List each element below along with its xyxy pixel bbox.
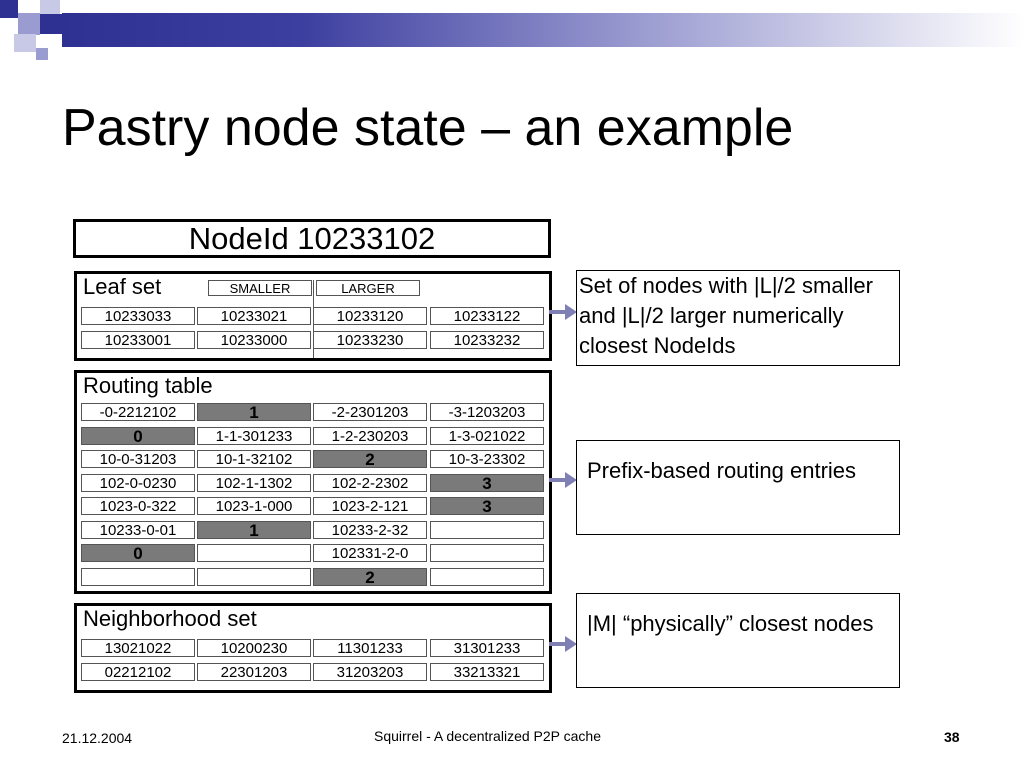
- decor-square: [40, 14, 62, 34]
- neighborhood-set-cell: 10200230: [197, 639, 311, 657]
- leaf-set-cell: 10233122: [430, 307, 544, 325]
- routing-table-cell: 1-1-301233: [197, 427, 311, 445]
- arrow-icon: [549, 634, 579, 654]
- routing-table-cell: 1023-2-121: [313, 497, 427, 515]
- routing-table-cell: 102-2-2302: [313, 474, 427, 492]
- routing-table-cell: 102-0-0230: [81, 474, 195, 492]
- page-number: 38: [944, 729, 960, 745]
- decor-square: [36, 48, 48, 60]
- routing-table-cell: 10-1-32102: [197, 450, 311, 468]
- routing-table-cell: [81, 568, 195, 586]
- neighborhood-callout: |M| “physically” closest nodes: [576, 593, 900, 688]
- routing-table-cell: 10-3-23302: [430, 450, 544, 468]
- decor-square: [14, 34, 36, 52]
- leaf-set-cell: 10233000: [197, 331, 311, 349]
- routing-table-cell: 1-3-021022: [430, 427, 544, 445]
- routing-table-cell: [197, 544, 311, 562]
- routing-table-cell: 1: [197, 521, 311, 539]
- leaf-set-cell: 10233230: [313, 331, 427, 349]
- neighborhood-set-cell: 31203203: [313, 663, 427, 681]
- neighborhood-set-cell: 33213321: [430, 663, 544, 681]
- routing-table-cell: 0: [81, 544, 195, 562]
- decor-square: [40, 0, 60, 14]
- routing-table-cell: -2-2301203: [313, 403, 427, 421]
- leaf-set-cell: 10233120: [313, 307, 427, 325]
- leaf-set-cell: 10233232: [430, 331, 544, 349]
- neighborhood-set-cell: 31301233: [430, 639, 544, 657]
- routing-table-cell: [430, 568, 544, 586]
- slide-title: Pastry node state – an example: [62, 99, 794, 157]
- neighborhood-set-title: Neighborhood set: [83, 606, 257, 631]
- larger-header: LARGER: [316, 280, 420, 296]
- routing-table-cell: 1023-1-000: [197, 497, 311, 515]
- footer-date: 21.12.2004: [62, 730, 133, 746]
- neighborhood-set-cell: 22301203: [197, 663, 311, 681]
- smaller-header: SMALLER: [208, 280, 312, 296]
- neighborhood-set-cell: 02212102: [81, 663, 195, 681]
- routing-table-cell: 1: [197, 403, 311, 421]
- footer-title: Squirrel - A decentralized P2P cache: [374, 728, 601, 744]
- routing-table-cell: 102-1-1302: [197, 474, 311, 492]
- routing-table-cell: 1-2-230203: [313, 427, 427, 445]
- routing-table-cell: [430, 544, 544, 562]
- routing-table-cell: 1023-0-322: [81, 497, 195, 515]
- routing-table-cell: 3: [430, 497, 544, 515]
- decor-square: [0, 0, 18, 18]
- decor-square: [18, 13, 40, 35]
- routing-table-cell: 10233-2-32: [313, 521, 427, 539]
- neighborhood-set-cell: 13021022: [81, 639, 195, 657]
- routing-table-cell: -0-2212102: [81, 403, 195, 421]
- routing-table-title: Routing table: [83, 373, 213, 398]
- neighborhood-set-cell: 11301233: [313, 639, 427, 657]
- routing-table-cell: [197, 568, 311, 586]
- leaf-set-cell: 10233021: [197, 307, 311, 325]
- routing-callout: Prefix-based routing entries: [576, 440, 900, 535]
- routing-table-cell: 102331-2-0: [313, 544, 427, 562]
- leaf-set-title: Leaf set: [83, 274, 162, 299]
- routing-table-cell: 2: [313, 450, 427, 468]
- leaf-set-cell: 10233001: [81, 331, 195, 349]
- routing-table-panel: [74, 370, 552, 594]
- routing-table-cell: 2: [313, 568, 427, 586]
- node-id-box: NodeId 10233102: [73, 219, 551, 258]
- header-gradient-bar: [62, 13, 1024, 47]
- arrow-icon: [549, 302, 579, 322]
- routing-table-cell: 3: [430, 474, 544, 492]
- routing-table-cell: [430, 521, 544, 539]
- neighborhood-set-panel: [74, 603, 552, 693]
- routing-table-cell: 10233-0-01: [81, 521, 195, 539]
- leaf-set-cell: 10233033: [81, 307, 195, 325]
- leaf-set-panel: [74, 271, 552, 361]
- routing-table-cell: -3-1203203: [430, 403, 544, 421]
- routing-table-cell: 0: [81, 427, 195, 445]
- routing-table-cell: 10-0-31203: [81, 450, 195, 468]
- leaf-set-callout: Set of nodes with |L|/2 smaller and |L|/2 larger numerically closest NodeIds: [576, 270, 900, 366]
- arrow-icon: [549, 470, 579, 490]
